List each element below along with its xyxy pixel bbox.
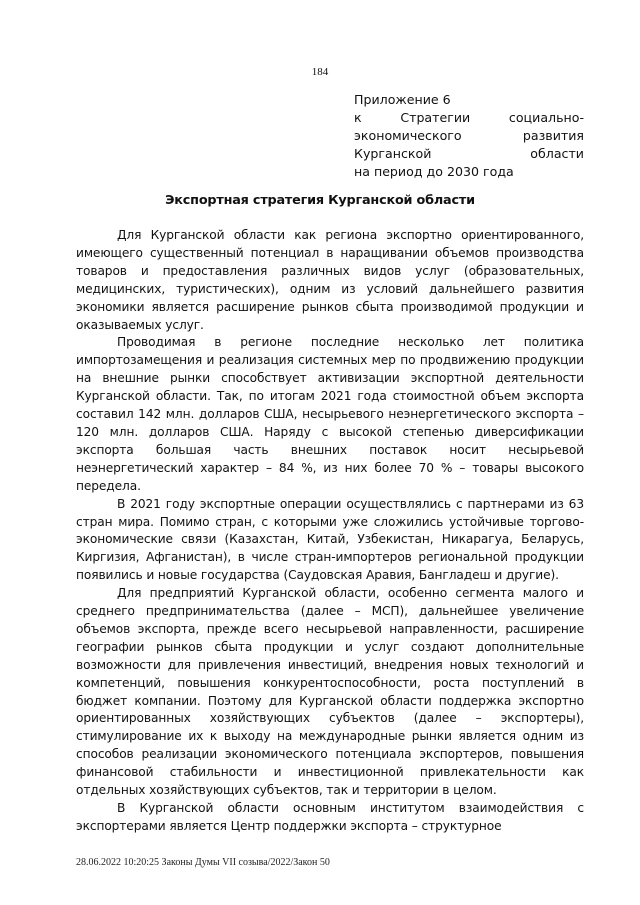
page-number: 184 bbox=[311, 66, 329, 78]
appendix-line: экономического развития bbox=[354, 128, 584, 143]
paragraph: В Курганской области основным институтом взаимодействия с экспортерами является Центр поддержки экспорта – структурное bbox=[76, 801, 584, 833]
appendix-line: Приложение 6 bbox=[354, 92, 451, 107]
paragraph: В 2021 году экспортные операции осуществлялись с партнерами из 63 стран мира. Помимо стран, с которыми уже сложились устойчивые торгово-экономические связи (Казахстан, Китай, Узбекистан, Никарагуа, Беларусь, Киргизия, Афганистан), в числе стран-импортеров региональной продукции появились и новые государства (Саудовская Аравия, Бангладеш и другие). bbox=[76, 496, 584, 583]
appendix-line: на период до 2030 года bbox=[354, 164, 514, 179]
appendix-line: к Стратегии социально- bbox=[354, 110, 584, 125]
appendix-header bbox=[354, 91, 584, 181]
document-body bbox=[76, 227, 584, 836]
document-title: Экспортная стратегия Курганской области bbox=[165, 193, 475, 208]
document-footer: 28.06.2022 10:20:25 Законы Думы VII созыва/2022/Закон 50 bbox=[76, 857, 330, 868]
paragraph: Проводимая в регионе последние несколько лет политика импортозамещения и реализация системных мер по продвижению продукции на внешние рынки способствует активизации экспортной деятельности Курганской области. Так, по итогам 2021 года стоимостной объем экспорта составил 142 млн. долларов США, несырьевого неэнергетического экспорта – 120 млн. долларов США. Наряду с высокой степенью диверсификации экспорта большая часть внешних поставок носит несырьевой неэнергетический характер – 84 %, из них более 70 % – товары высокого передела. bbox=[76, 335, 584, 493]
paragraph: Для предприятий Курганской области, особенно сегмента малого и среднего предпринимательства (далее – МСП), дальнейшее увеличение объемов экспорта, прежде всего несырьевой направленности, расширение географии рынков сбыта продукции и услуг создают дополнительные возможности для привлечения инвестиций, внедрения новых технологий и компетенций, повышения конкурентоспособности, роста поступлений в бюджет компании. Поэтому для Курганской области поддержка экспортно ориентированных хозяйствующих субъектов (далее – экспортеры), стимулирование их к выходу на международные рынки является одним из способов реализации экономического потенциала экспортеров, повышения финансовой стабильности и инвестиционной привлекательности как отдельных хозяйствующих субъектов, так и территории в целом. bbox=[76, 586, 584, 798]
appendix-line: Курганской области bbox=[354, 146, 584, 161]
paragraph: Для Курганской области как региона экспортно ориентированного, имеющего существенный потенциал в наращивании объемов производства товаров и предоставления различных видов услуг (образовательных, медицинских, туристических), одним из условий дальнейшего развития экономики является расширение рынков сбыта производимой продукции и оказываемых услуг. bbox=[76, 228, 584, 332]
